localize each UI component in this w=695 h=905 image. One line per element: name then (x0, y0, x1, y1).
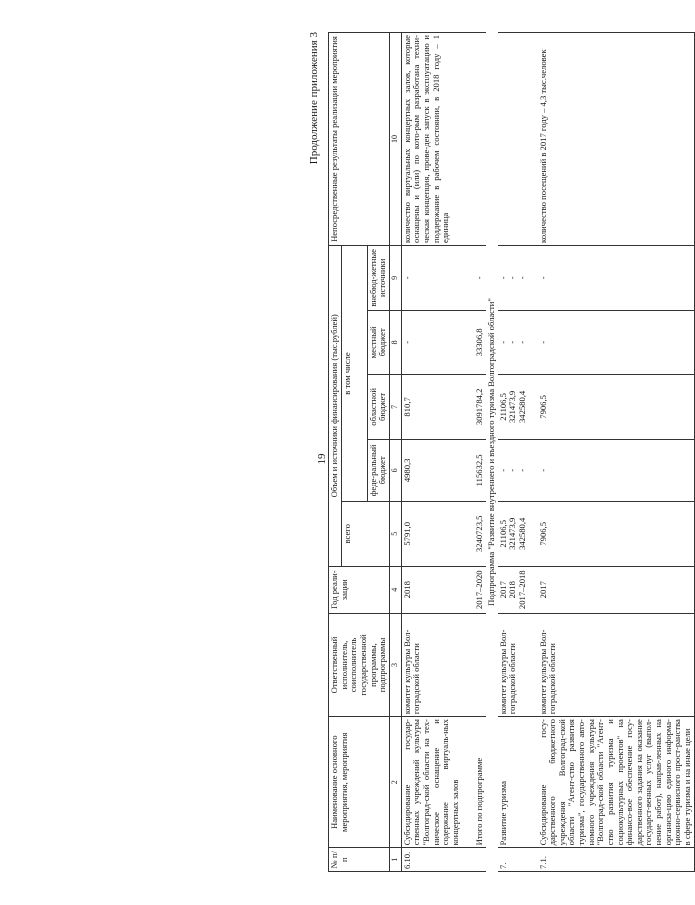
appendix-caption: Продолжение приложения 3 (308, 32, 320, 165)
row-number: 6.10. (401, 848, 461, 872)
col-number: 4 (389, 566, 401, 613)
col-regional-header: областной бюджет (367, 375, 389, 440)
row-total: 21106,5 321473,9 342580,4 (498, 502, 529, 567)
col-number: 2 (389, 717, 401, 848)
total-sum: 3240723,5 (461, 502, 486, 567)
total-local: 33306,8 (461, 310, 486, 375)
total-years: 2017–2020 (461, 566, 486, 613)
row-regional: 7906,5 (529, 375, 695, 440)
total-federal: 115632,5 (461, 439, 486, 501)
col-number: 10 (389, 33, 401, 246)
col-results-header: Непосредственные результаты реализации мероприятия (329, 33, 390, 246)
header-row-1 (329, 33, 342, 872)
row-number: 7. (498, 848, 529, 872)
col-responsible-header: Ответственный исполнитель, соисполнитель государственной программы, подпрограммы (329, 613, 390, 716)
row-regional: 21106,5 321473,9 342580,4 (498, 375, 529, 440)
row-responsible: комитет культуры Вол-гоградской области (498, 613, 529, 716)
table-row-6-10 (401, 33, 461, 872)
row-name: Субсидирование госу-дарственного бюджетного учреждения Волгоград-ской области "Агент-ство развития туризма", государственного авто-номного учреждения культуры "Волгоград-ской области "Агент-ство развития туризма и социокультурных проектов" на финансо-вое обеспечение госу-дарственного задания на оказание государст-венных услуг (выпол-нение работ), направ-ленных на организа-цию единого информа-ционно-сервисного прост-ранства в сфере туризма и на иные цели (529, 717, 695, 848)
row-year: 2017 (529, 566, 695, 613)
row-extrabudget: - - - (498, 246, 529, 311)
row-extrabudget: - (401, 246, 461, 311)
row-result: количество виртуальных концертных залов, которые оснащены и (или) по кото-рым разработана техни-ческая концепция, прове-ден запуск в эксплуатацию и поддержание в рабочем состоянии, в 2018 году – 1 единица (401, 33, 461, 246)
subprogram-total-row (461, 33, 486, 872)
col-extrabudget-header: внебюд-жетные источники (367, 246, 389, 311)
row-local: - (529, 310, 695, 375)
row-regional: 810,7 (401, 375, 461, 440)
column-numbers-row (389, 33, 401, 872)
subprogram-heading-row (486, 33, 498, 872)
row-number: 7.1. (529, 848, 695, 872)
row-federal: - (529, 439, 695, 501)
row-year: 2018 (401, 566, 461, 613)
table-row-7 (498, 33, 529, 872)
row-total: 7906,5 (529, 502, 695, 567)
row-local: - - - (498, 310, 529, 375)
row-years: 2017 2018 2017–2018 (498, 566, 529, 613)
row-result: количество посещений в 2017 году – 4,3 тыс.человек (529, 33, 695, 246)
row-total: 5791,0 (401, 502, 461, 567)
total-label: Итого по подпрограмме (461, 717, 486, 848)
financing-group-header: Объем и источники финансирования (тыс.рублей) (329, 246, 342, 567)
col-num-header: № п/п (329, 848, 390, 872)
row-federal: - - - (498, 439, 529, 501)
col-number: 3 (389, 613, 401, 716)
table-row-7-1 (529, 33, 695, 872)
col-name-header: Наименование основного мероприятия, мероприятия (329, 717, 390, 848)
col-total-header: всего (341, 502, 389, 567)
rotated-sheet (308, 32, 692, 872)
col-year-header: Год реали-зации (329, 566, 390, 613)
col-number: 6 (389, 439, 401, 501)
subprogram-title: Подпрограмма "Развитие внутреннего и въездного туризма Волгоградской области" (486, 298, 497, 606)
col-number: 1 (389, 848, 401, 872)
row-local: - (401, 310, 461, 375)
total-extrabudget: - (461, 246, 486, 311)
row-name: Развитие туризма (498, 717, 529, 848)
row-name: Субсидирование государ-ственных учреждений культуры "Волгоград-ской области на тех-ническое оснащение и содержание виртуаль-ных концертных залов (401, 717, 461, 848)
page-number: 19 (316, 453, 328, 465)
including-header: в том числе (341, 246, 367, 502)
financing-table (328, 32, 695, 872)
row-extrabudget: - (529, 246, 695, 311)
row-responsible: комитет культуры Вол-гоградской области (401, 613, 461, 716)
total-regional: 3091784,2 (461, 375, 486, 440)
col-number: 5 (389, 502, 401, 567)
row-responsible: комитет культуры Вол-гоградской области (529, 613, 695, 716)
row-federal: 4980,3 (401, 439, 461, 501)
col-local-header: местный бюджет (367, 310, 389, 375)
col-federal-header: феде-ральный бюджет (367, 439, 389, 501)
col-number: 7 (389, 375, 401, 440)
col-number: 8 (389, 310, 401, 375)
col-number: 9 (389, 246, 401, 311)
